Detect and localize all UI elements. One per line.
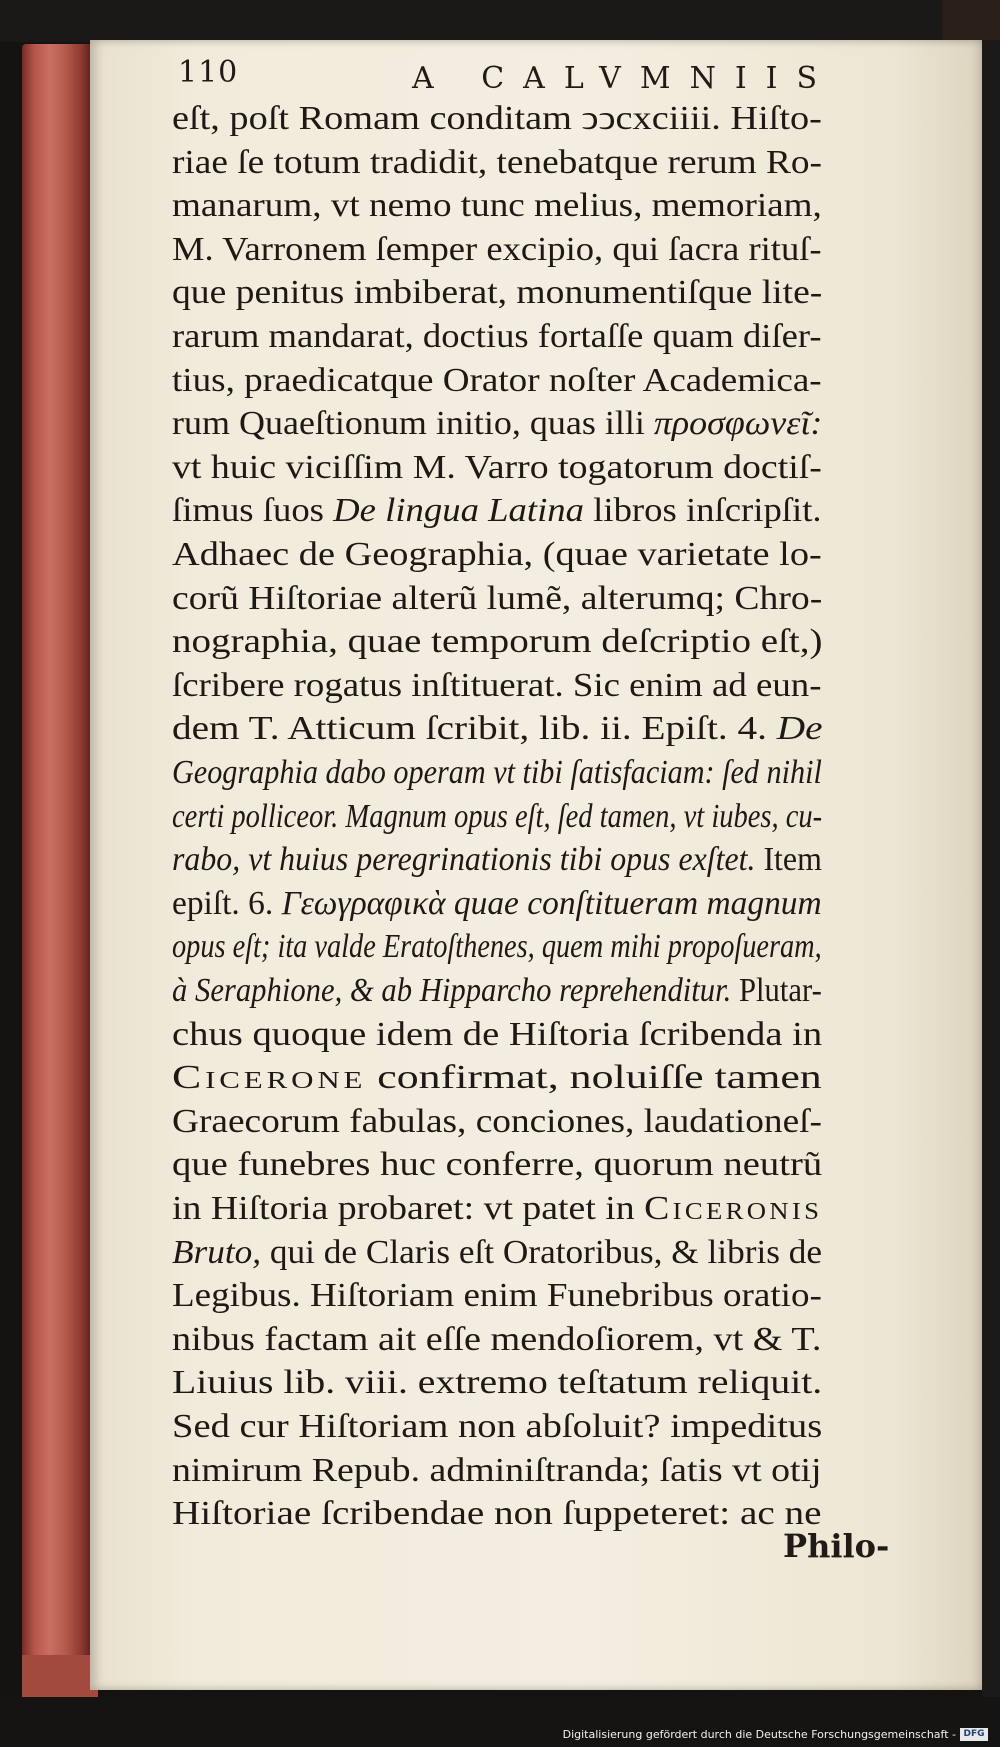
text-segment: epiſt. 6.: [172, 884, 282, 922]
italic-text: opus eſt; ita valde Eratoſthenes, quem mihi propoſueram,: [172, 928, 822, 966]
text-line: [172, 972, 822, 1010]
text-segment: riae ſe totum tradidit, tenebatque rerum Ro-: [172, 143, 822, 181]
text-segment: rarum mandarat, doctius fortaſſe quam diſer-: [172, 318, 822, 355]
text-line: [172, 318, 822, 356]
text-line: [172, 536, 822, 574]
small-caps-text: Cicerone: [172, 1059, 367, 1097]
running-title: A CALVMNIIS: [412, 61, 837, 96]
text-line: [172, 1364, 822, 1402]
text-segment: nibus factam ait eſſe mendoſiorem, vt & T.: [172, 1320, 822, 1358]
text-line: [172, 492, 822, 530]
text-segment: ſimus ſuos: [172, 492, 334, 530]
text-segment: Legibus. Hiſtoriam enim Funebribus oratio-: [172, 1277, 822, 1315]
text-segment: Plutar-: [731, 972, 822, 1009]
text-line: [172, 449, 822, 487]
text-segment: Sed cur Hiſtoriam non abſoluit? impeditus: [172, 1408, 823, 1445]
text-line: [172, 1234, 822, 1272]
dfg-logo: DFG: [960, 1728, 988, 1741]
text-line: [172, 1408, 822, 1446]
text-line: [172, 1452, 822, 1490]
text-line: [172, 1321, 822, 1359]
italic-text: à Seraphione, & ab Hipparcho reprehenditur.: [172, 972, 732, 1009]
text-segment: Liuius lib. viii. extremo teſtatum reliquit.: [172, 1364, 823, 1402]
text-segment: in Hiſtoria probaret: vt patet in: [172, 1190, 645, 1227]
text-segment: chus quoque idem de Hiſtoria ſcribenda in: [172, 1015, 823, 1053]
text-line: [172, 1277, 822, 1315]
text-segment: dem T. Atticum ſcribit, lib. ii. Epiſt. 4.: [172, 710, 777, 748]
text-line: [172, 841, 822, 879]
italic-text: Geographia dabo operam vt tibi ſatisfaciam: ſed nihil: [172, 754, 822, 791]
text-segment: nimirum Repub. adminiſtranda; ſatis vt otij: [172, 1451, 822, 1489]
text-line: [172, 274, 822, 312]
text-line: [172, 1146, 822, 1184]
text-line: [172, 362, 822, 400]
text-line: [172, 187, 822, 225]
text-segment: que penitus imbiberat, monumentiſque lite-: [172, 274, 823, 312]
text-line: [172, 928, 822, 966]
text-line: [172, 231, 822, 269]
text-segment: tius, praedicatque Orator noſter Academica-: [172, 361, 822, 399]
italic-text: Γεωγραφικὰ quae conſtitueram magnum: [281, 884, 822, 922]
text-segment: nographia, quae temporum deſcriptio eſt,): [172, 623, 823, 661]
italic-text: certi polliceor. Magnum opus eſt, ſed tamen, vt iubes, cu-: [172, 797, 823, 835]
digitization-credit: [563, 1728, 988, 1741]
credit-text: Digitalisierung gefördert durch die Deutsche Forschungsgemeinschaft -: [562, 1728, 956, 1741]
text-line: [172, 798, 822, 836]
text-line: [172, 1495, 822, 1533]
text-line: [172, 580, 822, 618]
text-segment: vt huic viciſſim M. Varro togatorum doctiſ-: [172, 448, 822, 486]
text-segment: Graecorum fabulas, conciones, laudationeſ-: [172, 1102, 822, 1140]
page-number: 110: [178, 55, 239, 90]
text-segment: que funebres huc conferre, quorum neutrũ: [172, 1146, 823, 1184]
text-segment: rum Quaeſtionum initio, quas illi: [172, 405, 654, 443]
italic-text: De lingua Latina: [333, 492, 585, 530]
text-line: [172, 1103, 822, 1141]
greek-text: προσφωνεῖ:: [653, 405, 823, 443]
italic-text: rabo, vt huius peregrinationis tibi opus exſtet.: [172, 841, 756, 879]
catchword: Philo-: [783, 1527, 890, 1565]
text-line: [172, 667, 821, 705]
text-segment: corũ Hiſtoriae alterũ lumẽ, alterumq; Chro-: [172, 579, 823, 617]
text-segment: qui de Claris eſt Oratoribus, & libris de: [261, 1233, 823, 1271]
text-segment: M. Varronem ſemper excipio, qui ſacra rituſ-: [172, 230, 822, 268]
italic-text: De: [776, 710, 823, 748]
text-segment: libros inſcripſit.: [584, 492, 822, 530]
text-line: [172, 1190, 822, 1228]
text-line: [172, 1016, 822, 1054]
text-segment: Hiſtoriae ſcribendae non ſuppeteret: ac ne: [172, 1495, 822, 1533]
text-line: [172, 1059, 822, 1097]
text-line: [172, 623, 823, 661]
text-segment: eſt, poſt Romam conditam ↄↄcxciiii. Hiſto-: [172, 100, 822, 137]
text-segment: ſcribere rogatus inſtituerat. Sic enim ad eun-: [172, 666, 822, 704]
italic-text: Bruto,: [172, 1233, 262, 1271]
text-line: [172, 100, 822, 138]
text-segment: Item: [755, 841, 822, 879]
text-line: [172, 405, 822, 443]
text-line: [172, 710, 823, 748]
text-segment: Adhaec de Geographia, (quae varietate lo-: [172, 536, 822, 573]
text-segment: manarum, vt nemo tunc melius, memoriam,: [172, 187, 822, 225]
text-line: [172, 885, 822, 923]
text-segment: confirmat, noluiſſe tamen: [366, 1059, 822, 1097]
small-caps-text: Ciceronis: [644, 1190, 823, 1227]
text-line: [172, 754, 822, 792]
text-line: [172, 144, 822, 182]
